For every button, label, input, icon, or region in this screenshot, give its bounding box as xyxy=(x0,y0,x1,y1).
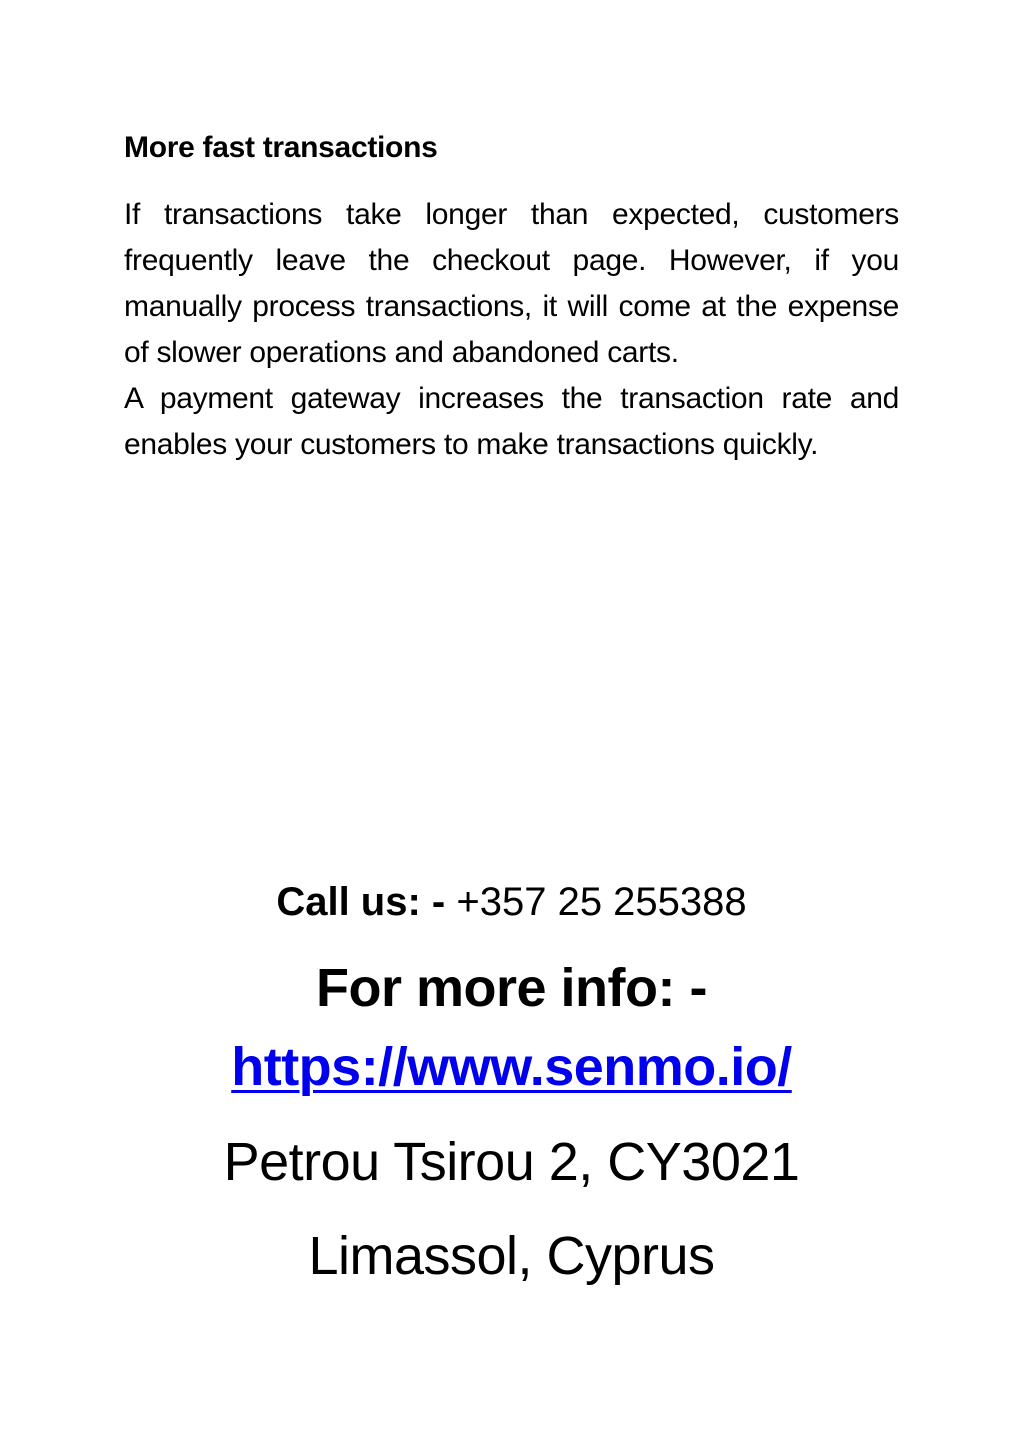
call-label: Call us: - xyxy=(276,880,446,924)
section-heading: More fast transactions xyxy=(124,131,438,164)
website-line xyxy=(0,1030,1023,1104)
address-city: Limassol, Cyprus xyxy=(308,1226,715,1286)
call-line xyxy=(0,870,1023,934)
paragraph-payment-gateway: A payment gateway increases the transaction rate and enables your customers to make transactions quickly. xyxy=(124,382,899,461)
more-info-label: For more info: - xyxy=(316,958,707,1018)
phone-number: +357 25 255388 xyxy=(456,880,747,924)
address-street: Petrou Tsirou 2, CY3021 xyxy=(223,1132,800,1192)
article-body xyxy=(124,192,899,468)
paragraph-transaction-delays: If transactions take longer than expected, customers frequently leave the checkout page. However, if you manually process transactions, it will come at the expense of slower operations and abandoned carts. xyxy=(124,198,899,369)
contact-block xyxy=(0,870,1023,1296)
website-link[interactable]: https://www.senmo.io/ xyxy=(231,1037,792,1097)
